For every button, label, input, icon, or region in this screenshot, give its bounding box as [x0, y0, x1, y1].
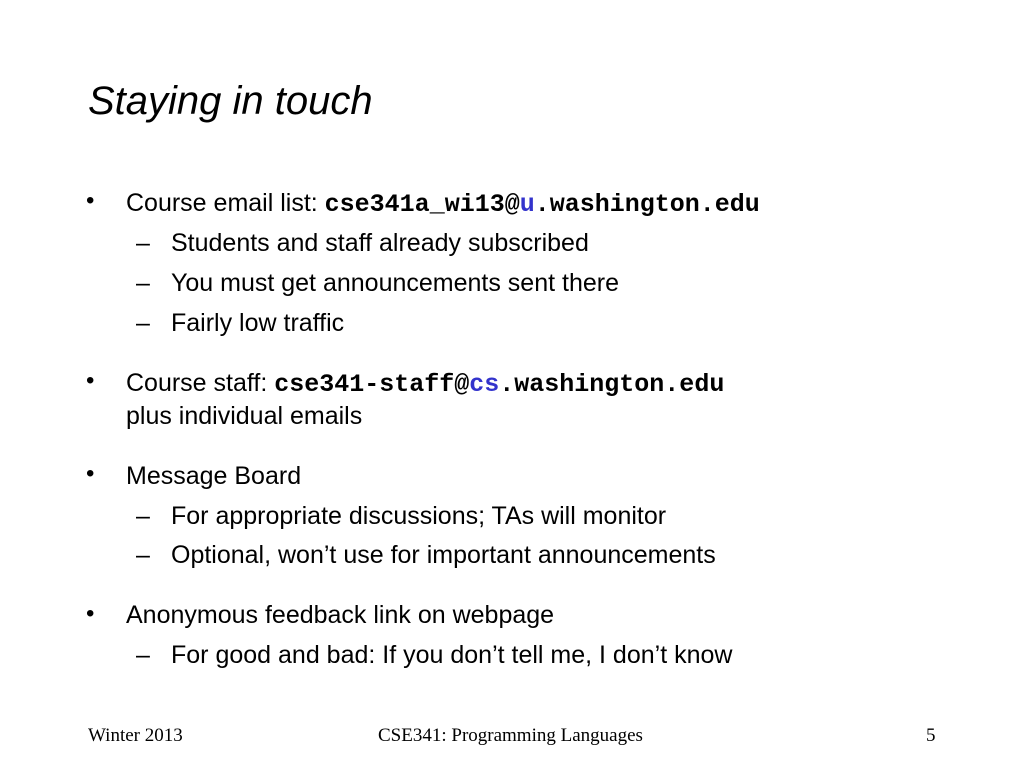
- email-accent: u: [519, 190, 535, 219]
- email-address: [274, 370, 724, 399]
- bullet-text: Anonymous feedback link on webpage: [126, 601, 555, 629]
- footer-date: Winter 2013: [88, 725, 183, 746]
- sub-item: Students and staff already subscribed: [171, 229, 589, 257]
- page-number: 5: [926, 725, 936, 746]
- bullet-text: Message Board: [126, 462, 302, 490]
- sub-item: For good and bad: If you don’t tell me, I don’t know: [171, 641, 733, 669]
- bullet-text: [126, 366, 724, 402]
- email-accent: cs: [469, 370, 500, 399]
- sub-marker: –: [136, 229, 150, 257]
- footer-course: CSE341: Programming Languages: [378, 725, 643, 746]
- bullet-marker: •: [86, 367, 95, 394]
- sub-marker: –: [136, 541, 150, 569]
- slide-title: Staying in touch: [88, 79, 373, 123]
- sub-item: You must get announcements sent there: [171, 269, 619, 297]
- sub-item: For appropriate discussions; TAs will monitor: [171, 502, 667, 530]
- sub-marker: –: [136, 269, 150, 297]
- sub-marker: –: [136, 502, 150, 530]
- bullet-marker: •: [86, 600, 95, 627]
- email-domain: .washington.edu: [534, 190, 760, 219]
- email-address: [325, 190, 760, 219]
- bullet-continuation: plus individual emails: [126, 402, 363, 430]
- sub-marker: –: [136, 309, 150, 337]
- sub-item: Fairly low traffic: [171, 309, 345, 337]
- email-domain: .washington.edu: [499, 370, 725, 399]
- sub-marker: –: [136, 641, 150, 669]
- sub-item: Optional, won’t use for important announcements: [171, 541, 716, 569]
- bullet-marker: •: [86, 187, 95, 214]
- email-local: cse341a_wi13@: [324, 190, 520, 219]
- bullet-marker: •: [86, 460, 95, 487]
- bullet-prefix: Course staff:: [126, 369, 275, 397]
- bullet-text: [126, 186, 760, 222]
- bullet-prefix: Course email list:: [126, 189, 325, 217]
- email-local: cse341-staff@: [274, 370, 470, 399]
